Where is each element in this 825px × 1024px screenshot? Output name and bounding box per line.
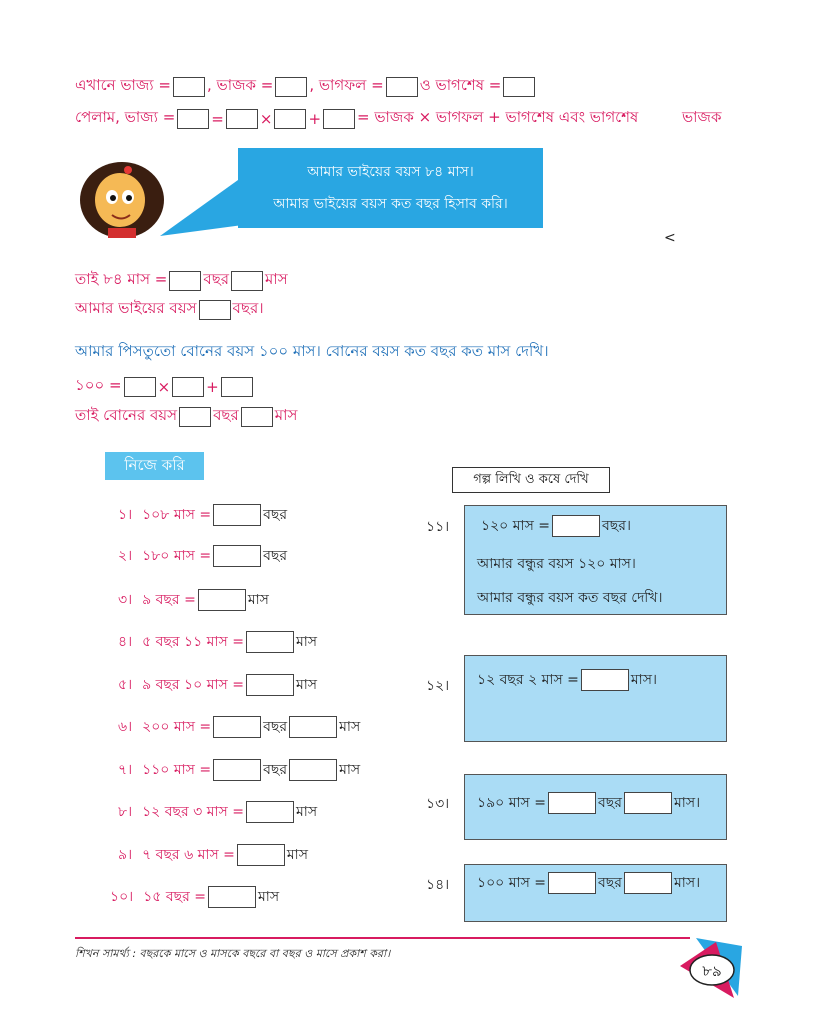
unit-label: মাস xyxy=(247,592,269,608)
text-fragment: = ভাজক × ভাগফল + ভাগশেষ এবং ভাগশেষ xyxy=(357,108,639,126)
page-number: ৮৯ xyxy=(702,962,722,980)
unit-label: মাস xyxy=(286,847,308,863)
text-fragment: মাস xyxy=(274,406,298,424)
unit-label: বছর xyxy=(598,795,622,811)
panel-number: ১২। xyxy=(426,678,450,694)
panel-equation xyxy=(481,514,631,538)
exercise-number: ২। xyxy=(118,548,133,564)
exercise-item xyxy=(110,885,279,909)
text-fragment: মাস xyxy=(265,270,288,288)
unit-label: মাস xyxy=(295,634,318,650)
exercise-expression: ৭ বছর ৬ মাস = xyxy=(142,847,235,863)
exercise-item xyxy=(118,630,317,654)
answer-box[interactable] xyxy=(237,844,285,866)
unit-label: মাস। xyxy=(674,875,701,891)
unit-label: বছর xyxy=(263,719,288,735)
exercise-item xyxy=(118,673,317,697)
exercise-item xyxy=(118,715,360,739)
story-panel xyxy=(464,505,727,615)
story-line-1: আমার বন্ধুর বয়স ১২০ মাস। xyxy=(477,556,636,572)
answer-box[interactable] xyxy=(246,631,294,653)
exercise-item xyxy=(118,843,308,867)
panel-equation xyxy=(477,791,700,815)
story-panel xyxy=(464,774,727,840)
answer-box[interactable] xyxy=(213,716,261,738)
exercise-expression: ১৫ বছর = xyxy=(143,889,206,905)
text-fragment: × xyxy=(259,109,273,128)
answer-box[interactable] xyxy=(275,77,307,97)
text-fragment: , ভাগফল = xyxy=(309,76,384,94)
answer-box[interactable] xyxy=(173,77,205,97)
panel-expression: ১২ বছর ২ মাস = xyxy=(477,672,579,688)
line-brother-age xyxy=(75,297,264,322)
answer-box[interactable] xyxy=(199,300,231,320)
answer-box[interactable] xyxy=(213,545,261,567)
text-fragment: , ভাজক = xyxy=(207,76,274,94)
golpo-likhi-heading: গল্প লিখি ও কষে দেখি xyxy=(452,467,610,493)
exercise-item xyxy=(118,588,269,612)
text-fragment: এখানে ভাজ্য = xyxy=(75,76,171,94)
exercise-expression: ২০০ মাস = xyxy=(142,719,212,735)
exercise-number: ৮। xyxy=(118,804,133,820)
text-fragment: ও ভাগশেষ = xyxy=(419,76,502,94)
answer-box[interactable] xyxy=(124,377,156,397)
unit-label: বছর xyxy=(263,762,288,778)
unit-label: মাস। xyxy=(673,795,701,811)
exercise-item xyxy=(118,758,360,782)
answer-box[interactable] xyxy=(503,77,535,97)
text-fragment: বছর। xyxy=(232,299,264,317)
text-fragment: × xyxy=(157,377,171,396)
panel-expression: ১২০ মাস = xyxy=(481,518,551,534)
exercise-number: ৯। xyxy=(118,847,133,863)
answer-box[interactable] xyxy=(323,109,355,129)
text-fragment: = xyxy=(211,109,224,128)
unit-label: মাস। xyxy=(630,672,657,688)
exercise-expression: ১১০ মাস = xyxy=(142,762,212,778)
answer-box[interactable] xyxy=(289,716,337,738)
unit-label: বছর xyxy=(598,875,622,891)
cousin-question: আমার পিসতুতো বোনের বয়স ১০০ মাস। বোনের বয়স কত বছর কত মাস দেখি। xyxy=(75,342,549,360)
panel-number: ১৪। xyxy=(426,877,450,893)
answer-box[interactable] xyxy=(274,109,306,129)
exercise-expression: ৯ বছর = xyxy=(142,592,196,608)
answer-box[interactable] xyxy=(624,872,672,894)
exercise-item xyxy=(118,503,287,527)
answer-box[interactable] xyxy=(172,377,204,397)
text-fragment: তাই ৮৪ মাস = xyxy=(75,270,168,288)
answer-box[interactable] xyxy=(213,504,261,526)
line-100-equation xyxy=(75,374,255,399)
line-division-identity xyxy=(75,106,638,131)
story-panel xyxy=(464,864,727,922)
bubble-line-1: আমার ভাইয়ের বয়স ৮৪ মাস। xyxy=(307,164,474,180)
text-fragment: তাই বোনের বয়স xyxy=(75,406,178,424)
exercise-number: ৩। xyxy=(118,592,133,608)
answer-box[interactable] xyxy=(548,792,596,814)
exercise-number: ৭। xyxy=(118,762,133,778)
text-fragment: পেলাম, ভাজ্য = xyxy=(75,108,176,126)
answer-box[interactable] xyxy=(213,759,261,781)
girl-avatar-illustration xyxy=(78,160,166,240)
panel-expression: ১৯০ মাস = xyxy=(477,795,546,811)
answer-box[interactable] xyxy=(169,271,201,291)
answer-box[interactable] xyxy=(179,407,211,427)
exercise-expression: ১২ বছর ৩ মাস = xyxy=(142,804,244,820)
text-fragment: বছর xyxy=(213,406,239,424)
text-fragment: + xyxy=(308,109,322,128)
answer-box[interactable] xyxy=(289,759,337,781)
story-panel xyxy=(464,655,727,742)
exercise-number: ৫। xyxy=(118,677,133,693)
exercise-number: ৪। xyxy=(118,634,133,650)
answer-box[interactable] xyxy=(177,109,209,129)
panel-equation xyxy=(477,668,657,692)
line-84-months xyxy=(75,268,288,293)
exercise-number: ৬। xyxy=(118,719,133,735)
less-than-symbol: < xyxy=(664,230,676,246)
text-fragment: আমার ভাইয়ের বয়স xyxy=(75,299,197,317)
text-divisor-word: ভাজক xyxy=(682,108,722,126)
answer-box[interactable] xyxy=(208,886,256,908)
panel-number: ১১। xyxy=(426,519,450,535)
story-line-2: আমার বন্ধুর বয়স কত বছর দেখি। xyxy=(477,590,663,606)
exercise-number: ১০। xyxy=(110,889,134,905)
answer-box[interactable] xyxy=(221,377,253,397)
answer-box[interactable] xyxy=(241,407,273,427)
exercise-expression: ১৮০ মাস = xyxy=(142,548,212,564)
panel-equation xyxy=(477,871,700,895)
answer-box[interactable] xyxy=(548,872,596,894)
unit-label: বছর xyxy=(263,548,288,564)
answer-box[interactable] xyxy=(246,801,294,823)
line-sister-age xyxy=(75,404,297,429)
unit-label: বছর xyxy=(263,507,288,523)
text-fragment: বছর xyxy=(203,270,230,288)
exercise-expression: ১০৮ মাস = xyxy=(142,507,212,523)
unit-label: মাস xyxy=(295,804,318,820)
exercise-number: ১। xyxy=(118,507,133,523)
answer-box[interactable] xyxy=(246,674,294,696)
bubble-line-2: আমার ভাইয়ের বয়স কত বছর হিসাব করি। xyxy=(273,196,508,212)
answer-box[interactable] xyxy=(581,669,629,691)
exercise-item xyxy=(118,544,287,568)
text-fragment: ১০০ = xyxy=(75,376,122,394)
answer-box[interactable] xyxy=(552,515,600,537)
nije-kori-heading: নিজে করি xyxy=(105,452,204,480)
unit-label: বছর। xyxy=(602,518,631,534)
answer-box[interactable] xyxy=(231,271,263,291)
panel-number: ১৩। xyxy=(426,796,450,812)
unit-label: মাস xyxy=(295,677,318,693)
line-dividend-definition xyxy=(75,74,537,99)
answer-box[interactable] xyxy=(198,589,246,611)
answer-box[interactable] xyxy=(386,77,418,97)
footer-divider xyxy=(75,937,690,939)
answer-box[interactable] xyxy=(624,792,672,814)
exercise-item xyxy=(118,800,317,824)
learning-outcome-text: শিখন সামর্থ্য : বছরকে মাসে ও মাসকে বছরে বা বছর ও মাসে প্রকাশ করা। xyxy=(75,947,391,960)
text-fragment: + xyxy=(206,377,219,396)
exercise-expression: ৫ বছর ১১ মাস = xyxy=(142,634,244,650)
unit-label: মাস xyxy=(257,889,280,905)
unit-label: মাস xyxy=(339,762,361,778)
exercise-expression: ৯ বছর ১০ মাস = xyxy=(142,677,244,693)
panel-expression: ১০০ মাস = xyxy=(477,875,547,891)
unit-label: মাস xyxy=(339,719,361,735)
answer-box[interactable] xyxy=(226,109,258,129)
